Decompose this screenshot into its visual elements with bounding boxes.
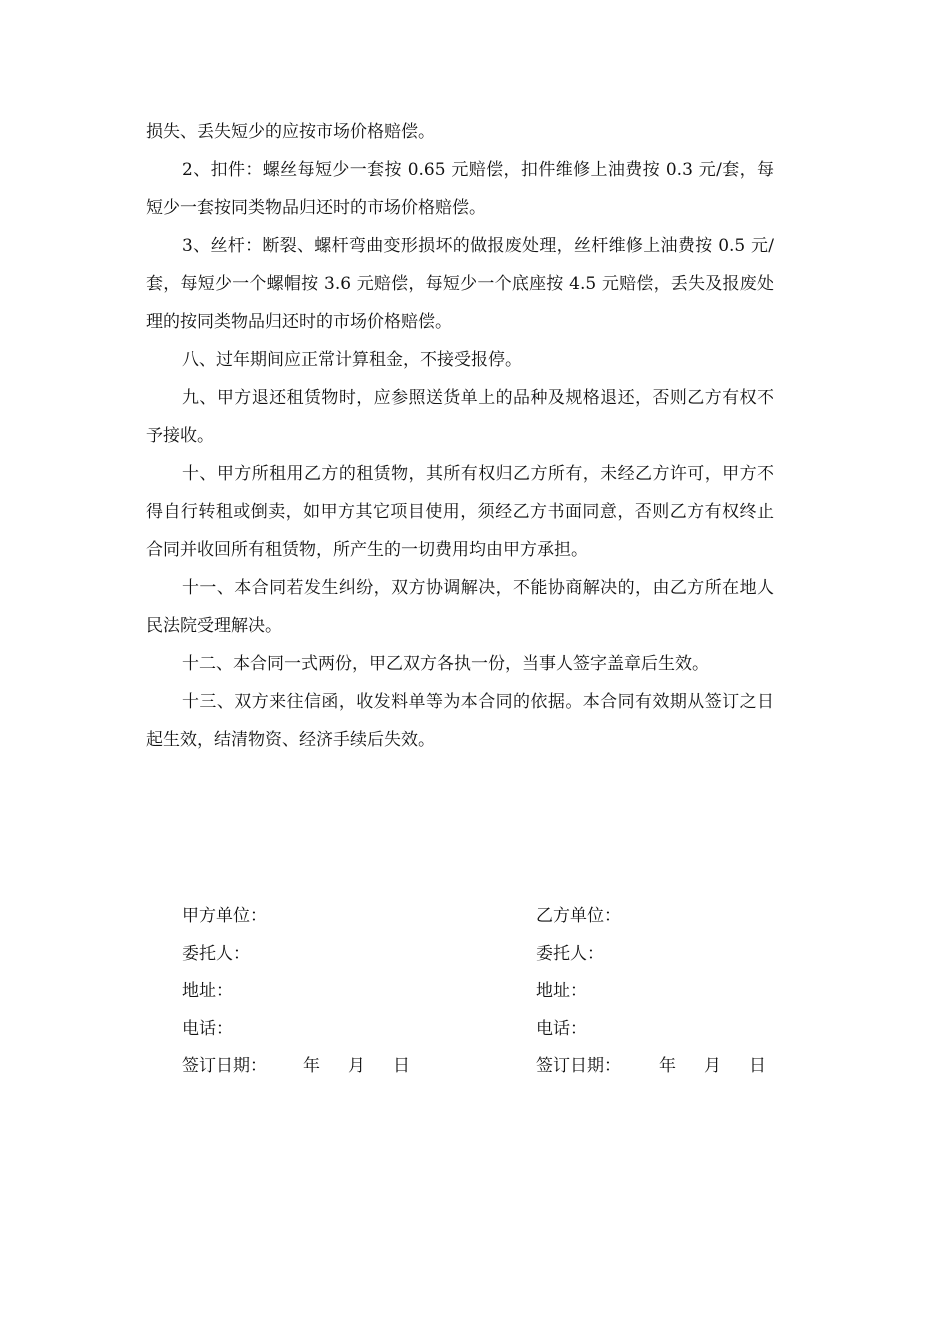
party-b-month-label: 月 [704,1056,721,1076]
party-b-year-label: 年 [659,1056,676,1076]
clause-13: 十三、双方来往信函，收发料单等为本合同的依据。本合同有效期从签订之日起生效，结清物资、经济手续后失效。 [146,692,774,750]
party-b-date-label: 签订日期： [536,1056,621,1076]
party-b-phone-label: 电话： [536,1018,587,1039]
party-b-unit-label: 乙方单位： [536,906,621,926]
party-b-agent-label: 委托人： [536,943,604,964]
clause-11: 十一、本合同若发生纠纷，双方协调解决，不能协商解决的，由乙方所在地人民法院受理解决。 [146,578,774,636]
clause-8: 八、过年期间应正常计算租金，不接受报停。 [182,350,522,370]
party-a-sign-date [182,1048,482,1086]
party-a-address-label: 地址： [182,981,233,1001]
party-a-unit-label: 甲方单位： [182,906,267,926]
party-b-address-label: 地址： [536,981,587,1001]
party-a-signature-block [182,898,482,1086]
paragraph-clamp-compensation: 2、扣件：螺丝每短少一套按 0.65 元赔偿，扣件维修上油费按 0.3 元/套，每短少一套按同类物品归还时的市场价格赔偿。 [146,160,774,218]
paragraph-loss-compensation: 损失、丢失短少的应按市场价格赔偿。 [146,122,435,142]
paragraph-screw-rod-compensation: 3、丝杆：断裂、螺杆弯曲变形损坏的做报废处理，丝杆维修上油费按 0.5 元/套，每短少一个螺帽按 3.6 元赔偿，每短少一个底座按 4.5 元赔偿，丢失及报废处理的按同类物品归还时的市场价格赔偿。 [146,236,774,332]
clause-10: 十、甲方所租用乙方的租赁物，其所有权归乙方所有，未经乙方许可，甲方不得自行转租或倒卖，如甲方其它项目使用，须经乙方书面同意，否则乙方有权终止合同并收回所有租赁物，所产生的一切费用均由甲方承担。 [146,464,774,560]
contract-body [146,113,774,759]
party-b-sign-date [536,1048,796,1086]
party-a-date-label: 签订日期： [182,1056,267,1076]
party-a-agent-label: 委托人： [182,943,250,964]
party-a-year-label: 年 [303,1056,320,1076]
party-b-day-label: 日 [749,1056,766,1076]
party-a-month-label: 月 [348,1056,365,1076]
clause-12: 十二、本合同一式两份，甲乙双方各执一份，当事人签字盖章后生效。 [182,654,709,674]
party-a-day-label: 日 [393,1056,410,1076]
party-a-phone-label: 电话： [182,1018,233,1039]
party-b-signature-block [536,898,796,1086]
clause-9: 九、甲方退还租赁物时，应参照送货单上的品种及规格退还，否则乙方有权不予接收。 [146,388,774,446]
